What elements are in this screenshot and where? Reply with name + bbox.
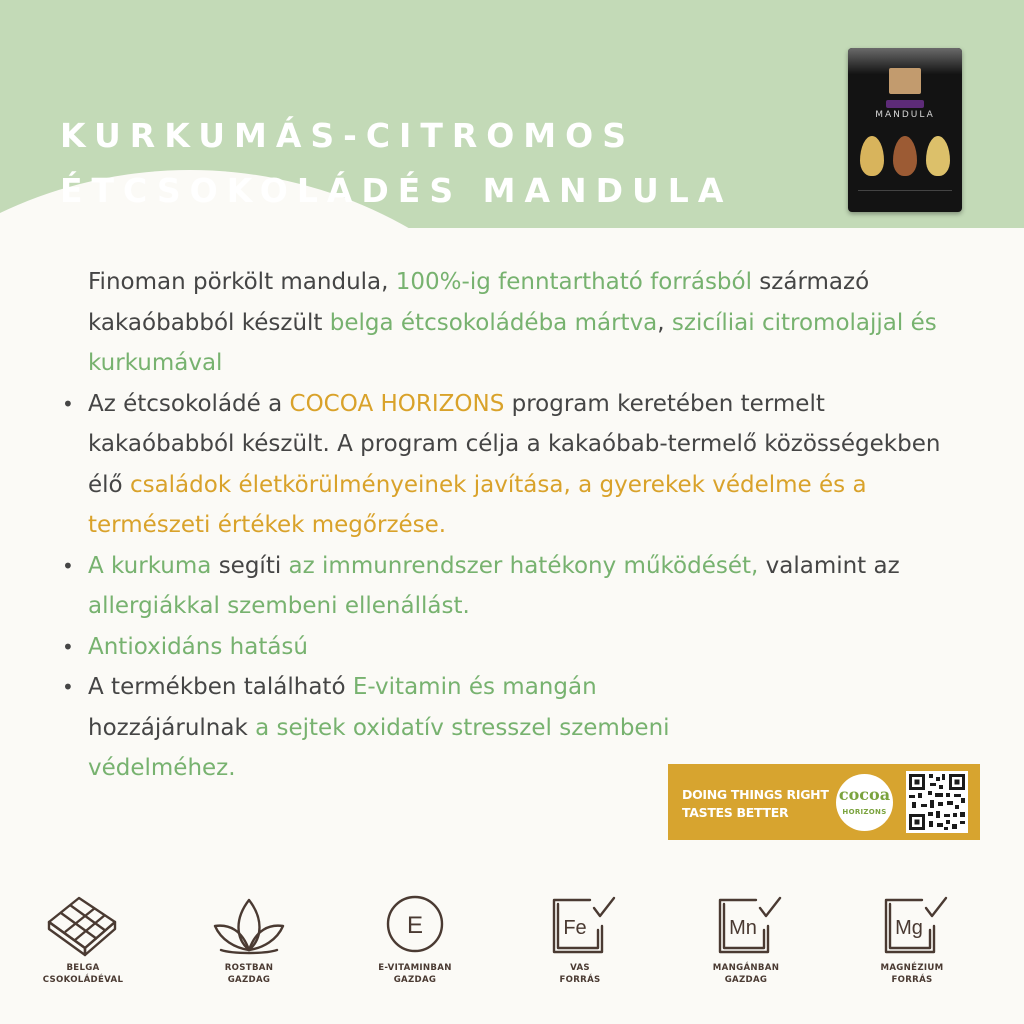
- title-line-1: KURKUMÁS-CITROMOS: [60, 116, 635, 155]
- feature-label-line: FORRÁS: [559, 975, 601, 985]
- almond-image: [926, 136, 950, 176]
- feature-label-line: MANGÁNBAN: [712, 963, 780, 973]
- feature-label-line: CSOKOLÁDÉVAL: [42, 975, 124, 985]
- package-badge: [886, 100, 924, 108]
- package-icons-row: [858, 190, 952, 203]
- bullet-item: [62, 384, 962, 546]
- package-logo: [889, 68, 921, 94]
- package-product-name: MANDULA: [875, 110, 935, 120]
- bullet-item: [62, 627, 962, 668]
- feature-magnesium: [842, 892, 982, 986]
- bullet-segment: segíti: [211, 552, 289, 579]
- feature-label-line: FORRÁS: [891, 975, 933, 985]
- product-package-image: [848, 48, 962, 212]
- bullet-segment: A kurkuma: [88, 552, 212, 579]
- bullet-segment: allergiákkal szembeni ellenállást.: [88, 593, 470, 619]
- feature-label-line: GAZDAG: [393, 975, 437, 985]
- iron-symbol: Fe: [563, 917, 587, 939]
- bullet-segment: COCOA HORIZONS: [289, 390, 505, 417]
- intro-segment: Finoman pörkölt mandula,: [88, 269, 396, 295]
- title-line-2: ÉTCSOKOLÁDÉS MANDULA: [60, 171, 733, 210]
- bullet-segment: az immunrendszer hatékony működését,: [288, 552, 759, 579]
- intro-segment: szicíliai citromolajjal és kurkumával: [88, 309, 937, 376]
- almond-image: [893, 136, 917, 176]
- feature-label-line: GAZDAG: [724, 975, 768, 985]
- vitamin-e-icon: [375, 892, 455, 958]
- feature-fiber: [179, 892, 319, 986]
- magnesium-mg-icon: [872, 892, 952, 958]
- feature-belgian-chocolate: [13, 892, 153, 986]
- manganese-symbol: Mn: [729, 917, 757, 939]
- feature-label-line: ROSTBAN: [224, 963, 274, 973]
- intro-segment: ,: [657, 309, 672, 336]
- bullet-segment: a sejtek oxidatív stresszel szembeni védelméhez.: [88, 714, 670, 781]
- feature-label: [13, 962, 153, 986]
- banner-line-1: DOING THINGS RIGHT: [682, 787, 829, 802]
- feature-label: [842, 962, 982, 986]
- almond-image: [860, 136, 884, 176]
- feature-label-line: E-VITAMINBAN: [378, 963, 452, 973]
- qr-code-icon[interactable]: [906, 771, 968, 833]
- magnesium-symbol: Mg: [895, 917, 923, 939]
- intro-paragraph: [62, 262, 962, 384]
- bullet-item: [62, 546, 962, 627]
- bullet-segment: hozzájárulnak: [88, 714, 256, 741]
- iron-fe-icon: [540, 892, 620, 958]
- bullet-segment: Az étcsokoládé a: [88, 390, 290, 417]
- feature-label-line: MAGNÉZIUM: [880, 963, 944, 973]
- bullet-segment: családok életkörülményeinek javítása, a gyerekek védelme és a természeti értékek megőrzése.: [88, 471, 867, 538]
- feature-vitamin-e: [345, 892, 485, 986]
- banner-slogan: [682, 786, 829, 822]
- feature-label-line: BELGA: [66, 963, 100, 973]
- feature-label: [676, 962, 816, 986]
- intro-segment: származó kakaóbabból készült: [88, 269, 870, 336]
- logo-word: cocoa: [838, 785, 891, 804]
- cocoa-horizons-banner: [668, 764, 980, 840]
- feature-label-line: VAS: [570, 963, 590, 973]
- manganese-mn-icon: [706, 892, 786, 958]
- feature-manganese: [676, 892, 816, 986]
- bullet-segment: valamint az: [758, 552, 900, 579]
- vitamin-e-symbol: E: [406, 912, 424, 939]
- feature-label: [510, 962, 650, 986]
- product-title: [60, 108, 732, 218]
- banner-line-2: TASTES BETTER: [682, 805, 789, 820]
- bullet-segment: E-vitamin és mangán: [352, 674, 597, 700]
- feature-label-line: GAZDAG: [227, 975, 271, 985]
- bullet-segment: program keretében termelt kakaóbabból készült. A program célja a kakaóbab-termelő közösségekben élő: [88, 390, 941, 498]
- intro-segment: belga étcsokoládéba mártva: [329, 309, 658, 336]
- logo-sub: HORIZONS: [842, 808, 887, 816]
- bullet-item: [62, 667, 688, 789]
- bullet-segment: A termékben található: [88, 674, 353, 700]
- feature-label: [345, 962, 485, 986]
- description: [62, 262, 962, 789]
- feature-label: [179, 962, 319, 986]
- cocoa-horizons-logo: [836, 774, 893, 831]
- chocolate-bar-icon: [43, 892, 123, 958]
- leaves-icon: [209, 892, 289, 958]
- intro-segment: 100%-ig fenntartható forrásból: [395, 269, 752, 295]
- bullet-segment: Antioxidáns hatású: [88, 633, 308, 660]
- feature-iron: [510, 892, 650, 986]
